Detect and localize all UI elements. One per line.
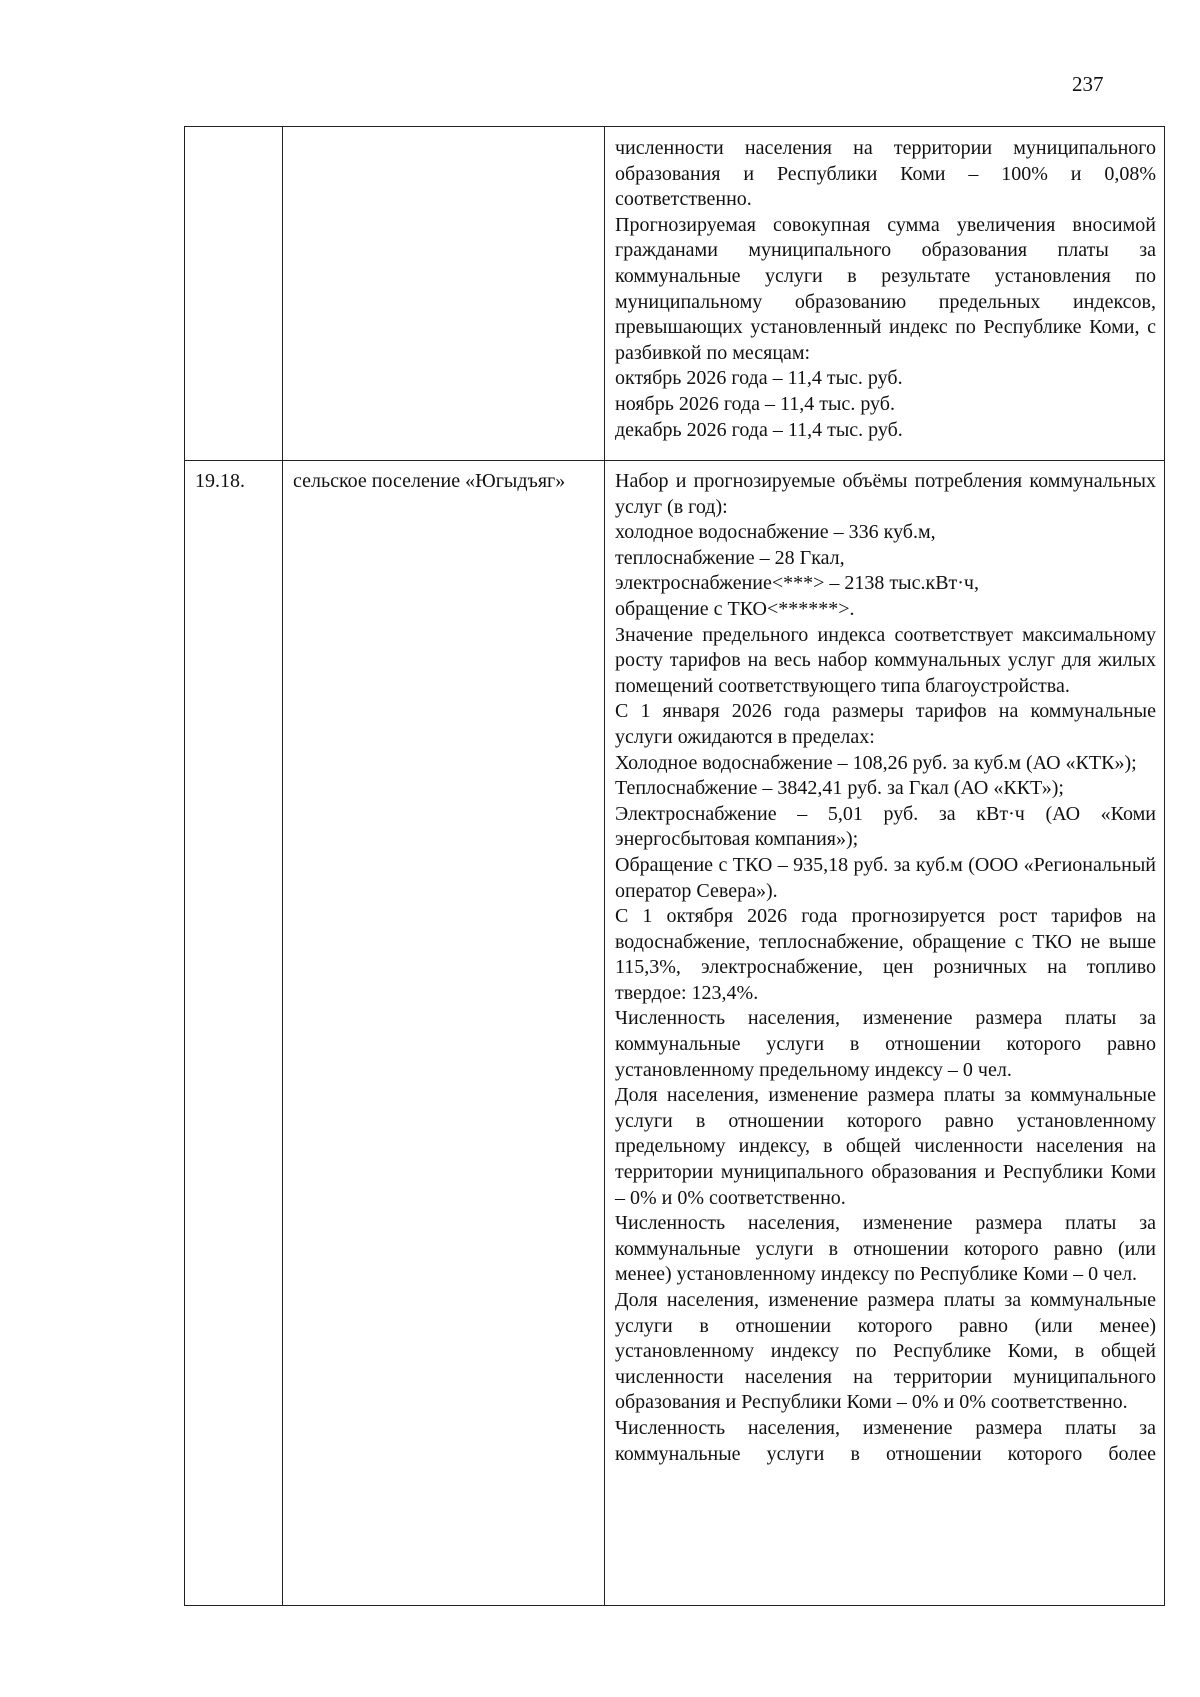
paragraph: С 1 октября 2026 года прогнозируется рост тарифов на водоснабжение, теплоснабжение, обращение с ТКО не выше 115,3%, электроснабжение, цен розничных на топливо твердое: 123,4%. (615, 905, 1156, 1004)
municipality-name-cell: сельское поселение «Югыдъяг» (283, 461, 605, 1606)
table-row (185, 461, 1165, 1606)
row-number-cell (185, 127, 283, 461)
paragraph: Теплоснабжение – 3842,41 руб. за Гкал (АО «ККТ»); (615, 777, 1064, 800)
paragraph: обращение с ТКО<******>. (615, 597, 855, 620)
paragraph: Доля населения, изменение размера платы за коммунальные услуги в отношении которого равно (или менее) установленному индексу по Республике Коми, в общей численности населения на территории муниципального образования и Республики Коми – 0% и 0% соответственно. (615, 1289, 1156, 1414)
paragraph: электроснабжение<***> – 2138 тыс.кВт·ч, (615, 572, 979, 595)
paragraph: декабрь 2026 года – 11,4 тыс. руб. (615, 418, 903, 441)
paragraph: Доля населения, изменение размера платы за коммунальные услуги в отношении которого равно установленному предельному индексу, в общей численности населения на территории муниципального образования и Республики Коми – 0% и 0% соответственно. (615, 1084, 1156, 1209)
paragraph: ноябрь 2026 года – 11,4 тыс. руб. (615, 392, 895, 415)
row-number-cell: 19.18. (185, 461, 283, 1606)
paragraph: Набор и прогнозируемые объёмы потребления коммунальных услуг (в год): (615, 470, 1156, 518)
paragraph: численности населения на территории муниципального образования и Республики Коми – 100% и 0,08% соответственно. (615, 137, 1156, 211)
municipality-name-cell (283, 127, 605, 461)
paragraph: Холодное водоснабжение – 108,26 руб. за куб.м (АО «КТК»); (615, 751, 1137, 774)
paragraph: Численность населения, изменение размера платы за коммунальные услуги в отношении которого равно (или менее) установленному индексу по Республике Коми – 0 чел. (615, 1212, 1156, 1286)
paragraph: Обращение с ТКО – 935,18 руб. за куб.м (ООО «Региональный оператор Севера»). (615, 853, 1156, 902)
paragraph: холодное водоснабжение – 336 куб.м, (615, 521, 936, 544)
paragraph: Прогнозируемая совокупная сумма увеличения вносимой гражданами муниципального образования платы за коммунальные услуги в результате установления по муниципальному образованию предельных индексов, превышающих установленный индекс по Республике Коми, с разбивкой по месяцам: (615, 213, 1156, 364)
table-row (185, 127, 1165, 461)
paragraph: октябрь 2026 года – 11,4 тыс. руб. (615, 367, 903, 390)
description-cell (605, 461, 1165, 1606)
paragraph: Численность населения, изменение размера платы за коммунальные услуги в отношении которого равно установленному предельному индексу – 0 чел. (615, 1007, 1156, 1081)
paragraph: С 1 января 2026 года размеры тарифов на коммунальные услуги ожидаются в пределах: (615, 700, 1156, 748)
paragraph: Численность населения, изменение размера платы за коммунальные услуги в отношении которого более (615, 1416, 1156, 1465)
paragraph: Электроснабжение – 5,01 руб. за кВт·ч (АО «Коми энергосбытовая компания»); (615, 802, 1156, 851)
description-cell (605, 127, 1165, 461)
tariff-table (184, 126, 1165, 1606)
paragraph: теплоснабжение – 28 Гкал, (615, 546, 845, 569)
page-number: 237 (1072, 72, 1104, 96)
paragraph: Значение предельного индекса соответствует максимальному росту тарифов на весь набор коммунальных услуг для жилых помещений соответствующего типа благоустройства. (615, 623, 1156, 697)
